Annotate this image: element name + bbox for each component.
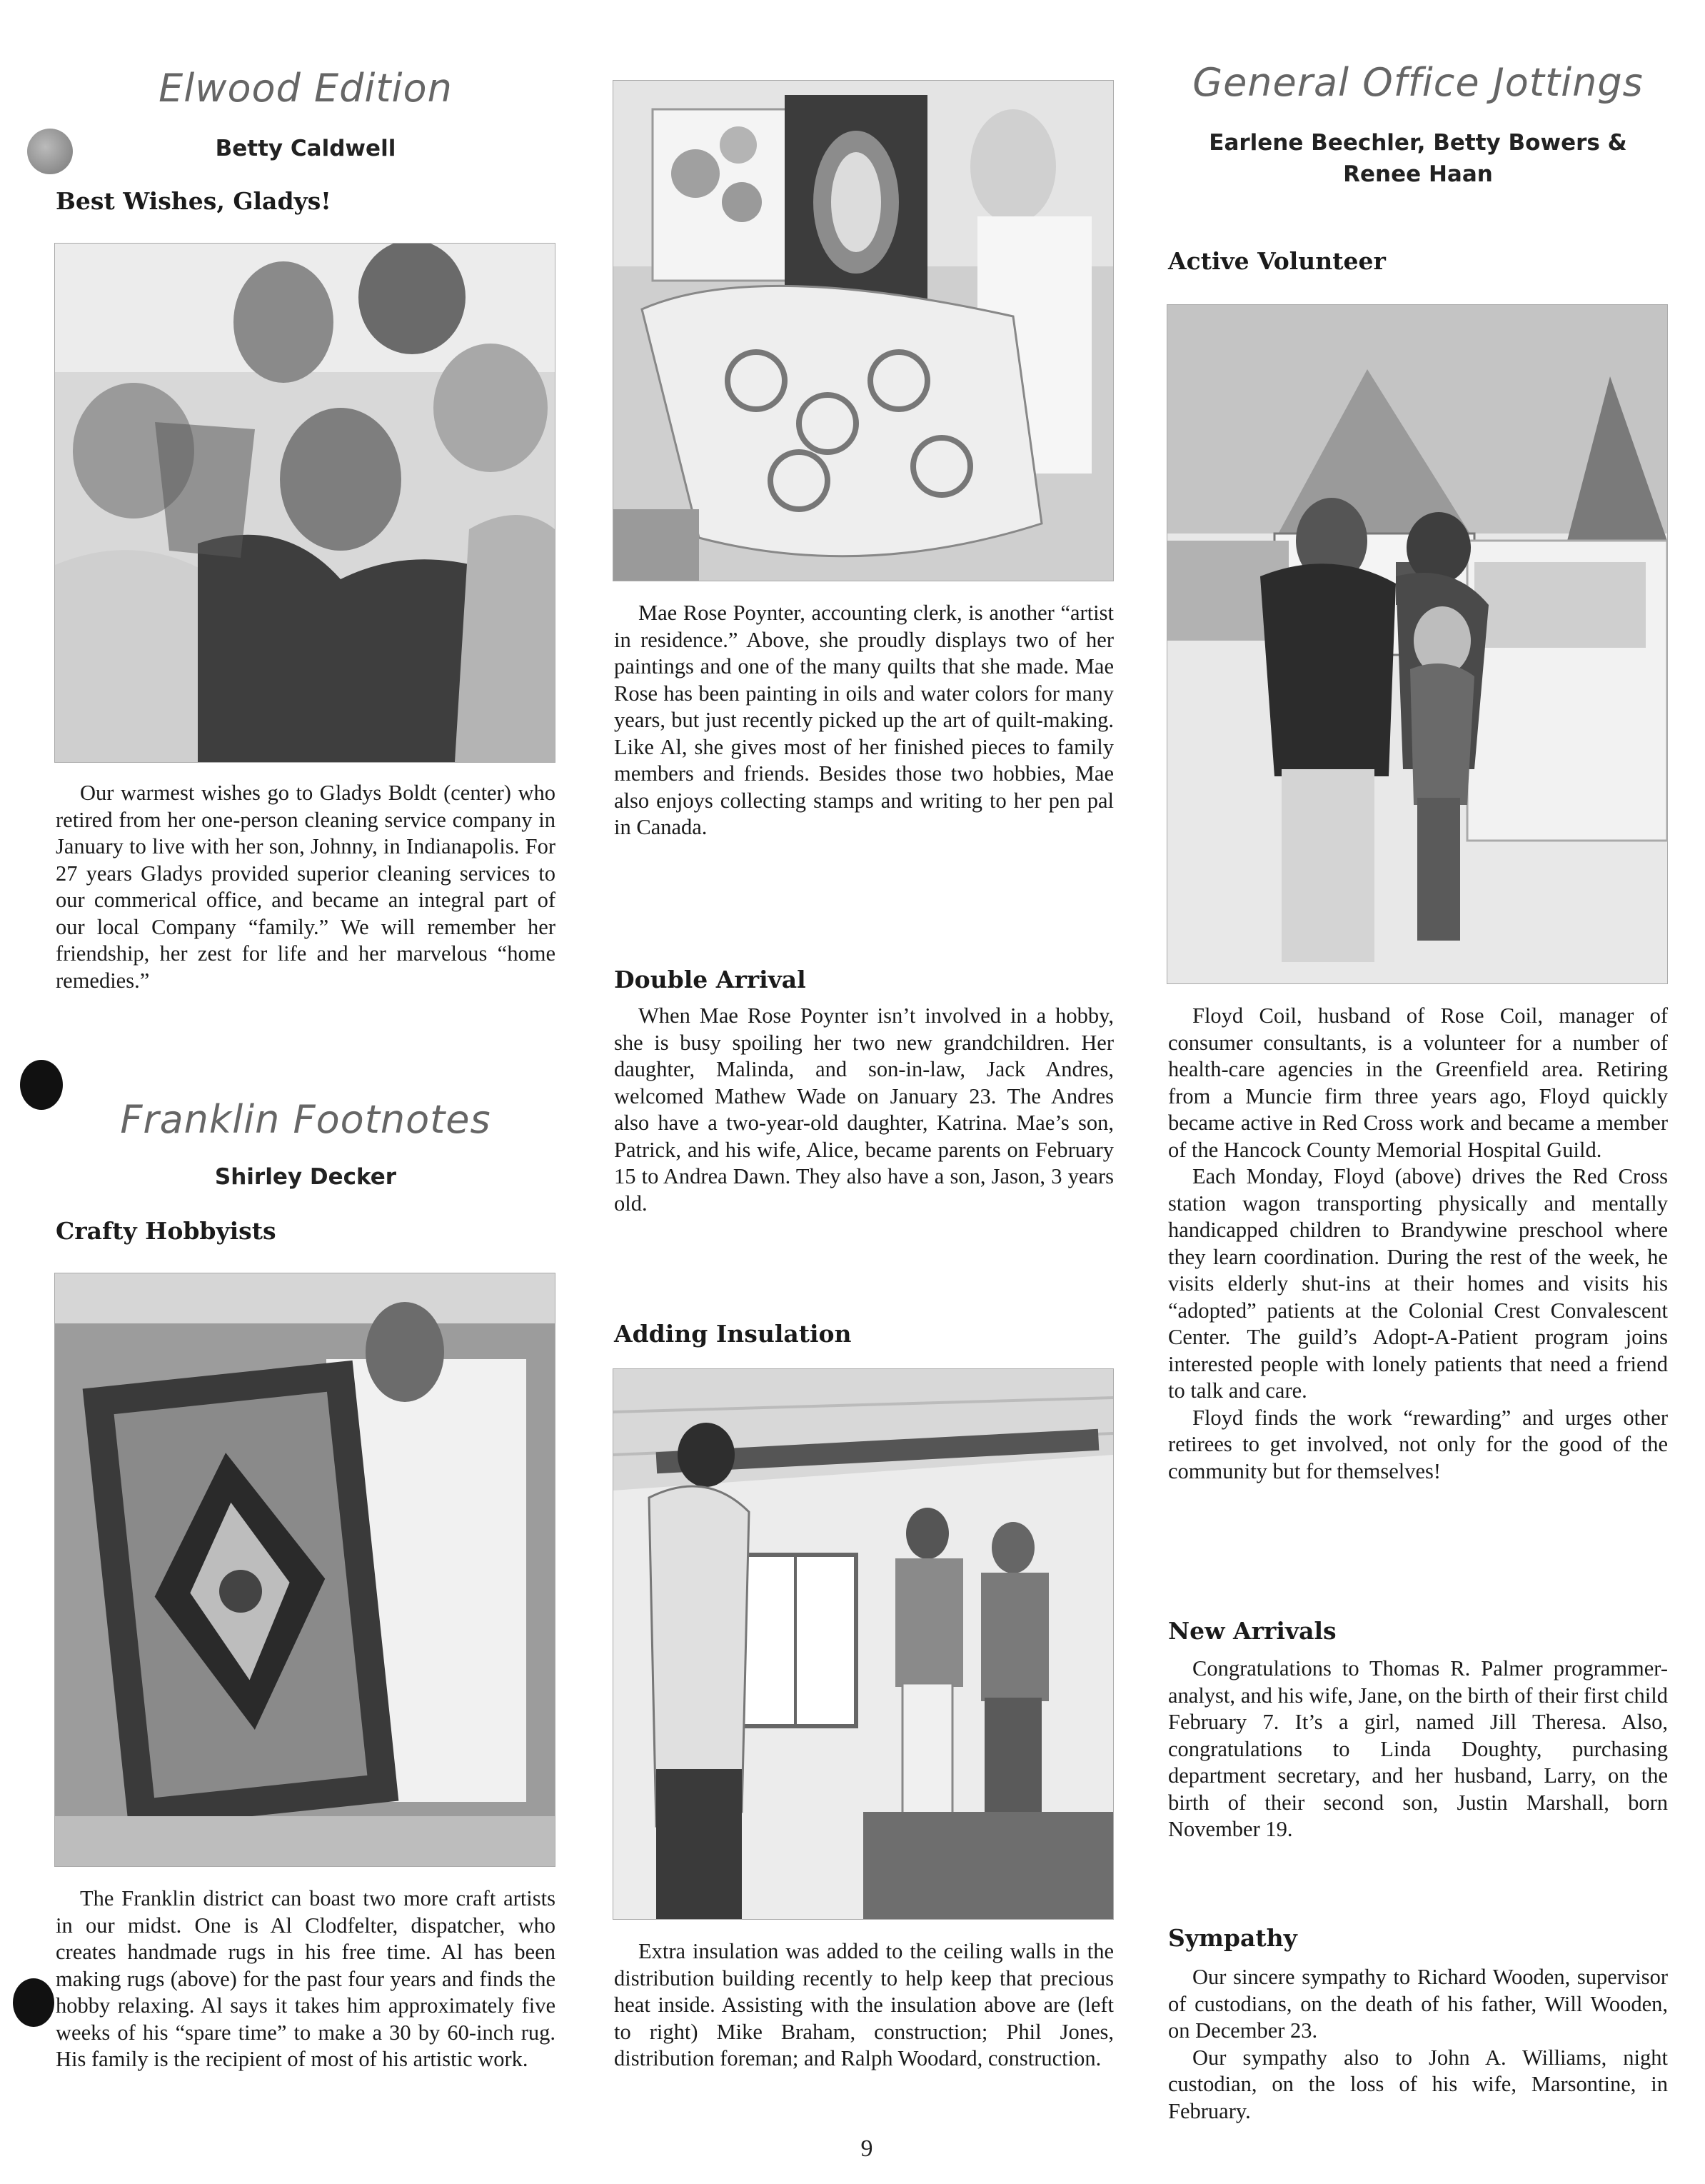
active-volunteer-paragraph-2: Each Monday, Floyd (above) drives the Red Cross station wagon transporting physically and mentally handicapped children to Brandywine preschool where they learn coordination. During the rest of the week, he visits elderly shut-ins at their homes and visits his “adopted” patients at the Colonial Crest Convalescent Center. The guild’s Adopt-A-Patient program joins interested people with lonely patients that need a friend to talk and care.	[1168, 1164, 1668, 1403]
double-arrival-body	[614, 1003, 1114, 1217]
active-volunteer-paragraph-1: Floyd Coil, husband of Rose Coil, manager of consumer consultants, is a volunteer for a number of health-care agencies in the Greenfield area. Retiring from a Muncie firm three years ago, Floyd quickly became active in Red Cross work and became a member of the Hancock County Memorial Hospital Guild.	[1168, 1003, 1668, 1162]
general-office-jottings-title: General Office Jottings	[1192, 60, 1644, 105]
new-arrivals-headline: New Arrivals	[1168, 1617, 1337, 1645]
best-wishes-headline: Best Wishes, Gladys!	[56, 187, 331, 215]
mae-rose-caption-text: Mae Rose Poynter, accounting clerk, is another “artist in residence.” Above, she proudly displays two of her paintings and one of the many quilts that she made. Mae Rose has been painting in oils and water colors for many years, but just recently picked up the art of quilt-making. Like Al, she gives most of her finished pieces to family members and friends. Besides those two hobbies, Mae also enjoys collecting stamps and writing to her pen pal in Canada.	[614, 601, 1114, 839]
sympathy-paragraph-1: Our sincere sympathy to Richard Wooden, supervisor of custodians, on the death of his father, Will Wooden, on December 23.	[1168, 1965, 1668, 2043]
gladys-article-text: Our warmest wishes go to Gladys Boldt (center) who retired from her one-person cleaning service company in January to live with her son, Johnny, in Indianapolis. For 27 years Gladys provided superior cleaning services to our commerical office, and became an integral part of our local Company “family.” We will remember her friendship, her zest for life and her marvelous “home remedies.”	[56, 781, 555, 993]
sympathy-headline: Sympathy	[1168, 1924, 1297, 1952]
active-volunteer-paragraph-3: Floyd finds the work “rewarding” and urges other retirees to get involved, not only for the good of the community but for themselves!	[1168, 1405, 1668, 1483]
franklin-footnotes-title: Franklin Footnotes	[120, 1097, 491, 1142]
insulation-caption-text: Extra insulation was added to the ceiling walls in the distribution building recently to help keep that precious heat inside. Assisting with the insulation above are (left to right) Mike Braham, construction; Phil Jones, distribution foreman; and Ralph Woodard, construction.	[614, 1939, 1114, 2070]
insulation-caption	[614, 1938, 1114, 2073]
active-volunteer-headline: Active Volunteer	[1168, 247, 1386, 275]
elwood-edition-title: Elwood Edition	[159, 66, 453, 111]
double-arrival-headline: Double Arrival	[614, 966, 806, 993]
double-arrival-text: When Mae Rose Poynter isn’t involved in a hobby, she is busy spoiling her two new grandchildren. Her daughter, Malinda, and son-in-law, Jack Andres, welcomed Mathew Wade on January 23. The Andres also have a two-year-old daughter, Katrina. Mae’s son, Patrick, and his wife, Alice, became parents on February 15 to Andrea Dawn. They also have a son, Jason, 3 years old.	[614, 1003, 1114, 1216]
gladys-article-body	[56, 780, 555, 994]
adding-insulation-headline: Adding Insulation	[614, 1320, 852, 1348]
page-number: 9	[860, 2135, 873, 2162]
sympathy-paragraph-2: Our sympathy also to John A. Williams, night custodian, on the loss of his wife, Marsontine, in February.	[1168, 2045, 1668, 2123]
crafty-hobbyists-text: The Franklin district can boast two more craft artists in our midst. One is Al Clodfelter, dispatcher, who creates handmade rugs in his free time. Al has been making rugs (above) for the past four years and finds the hobby relaxing. Al says it takes him approximately five weeks of his “spare time” to make a 30 by 60-inch rug. His family is the recipient of most of his artistic work.	[56, 1886, 555, 2071]
rug-hobbyist-photo	[54, 1273, 555, 1867]
insulation-workers-photo	[613, 1368, 1114, 1920]
active-volunteer-body	[1168, 1003, 1668, 1485]
new-arrivals-text: Congratulations to Thomas R. Palmer programmer-analyst, and his wife, Jane, on the birth of their first child February 7. It’s a girl, named Jill Theresa. Also, congratulations to Linda Doughty, purchasing department secretary, and her husband, Larry, on the birth of their second son, Justin Marshall, born November 19.	[1168, 1656, 1668, 1841]
mae-rose-caption	[614, 600, 1114, 841]
new-arrivals-body	[1168, 1655, 1668, 1843]
gladys-group-photo	[54, 243, 555, 763]
general-office-byline-line1: Earlene Beechler, Betty Bowers &	[1209, 130, 1627, 156]
red-cross-volunteer-photo	[1167, 304, 1668, 984]
general-office-byline-line2: Renee Haan	[1343, 161, 1493, 187]
quilt-paintings-photo	[613, 80, 1114, 581]
punch-hole-bottom	[13, 1978, 54, 2027]
franklin-byline: Shirley Decker	[214, 1164, 397, 1190]
crafty-hobbyists-body	[56, 1885, 555, 2073]
elwood-byline: Betty Caldwell	[215, 136, 396, 161]
sympathy-body	[1168, 1964, 1668, 2125]
crafty-hobbyists-headline: Crafty Hobbyists	[56, 1217, 276, 1245]
